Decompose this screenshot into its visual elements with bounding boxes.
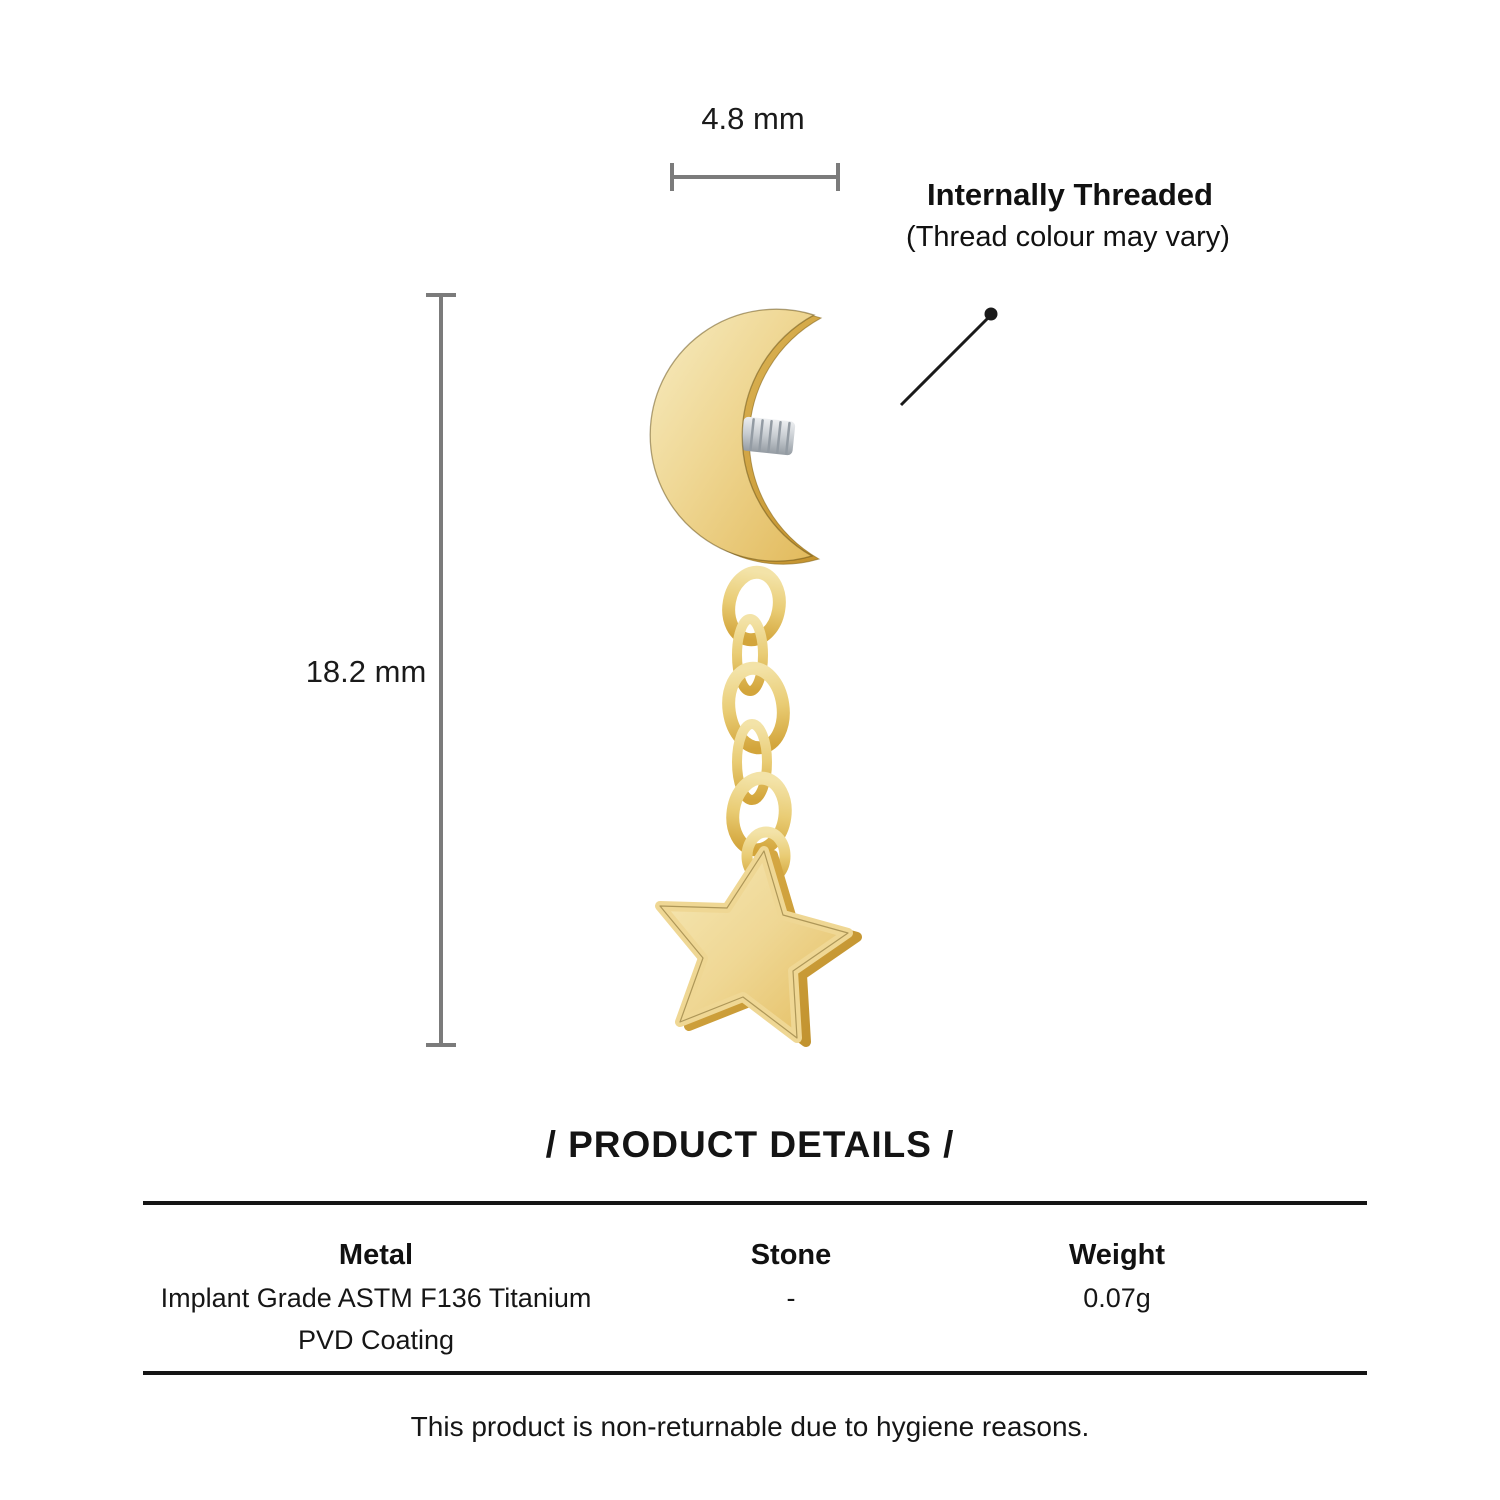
chain-link <box>747 832 785 880</box>
star-charm-outline <box>660 851 848 1038</box>
chain <box>723 568 789 880</box>
column-header: Metal <box>338 1239 414 1271</box>
length-measure-tick-bottom <box>426 1043 456 1047</box>
table-rule-bottom <box>143 1371 1367 1375</box>
column-header: Weight <box>1068 1239 1166 1271</box>
thread-colour-note: (Thread colour may vary) <box>906 221 1230 253</box>
details-column-stone <box>751 1233 832 1319</box>
chain-link <box>723 568 784 644</box>
hygiene-note: This product is non-returnable due to hygiene reasons. <box>410 1411 1090 1442</box>
width-measure-line <box>672 175 838 179</box>
column-header: Stone <box>750 1239 832 1271</box>
column-value: - <box>786 1283 796 1313</box>
length-measure-tick-top <box>426 293 456 297</box>
chain-link <box>737 619 763 691</box>
length-measure-line <box>439 295 443 1047</box>
details-column-metal <box>161 1233 592 1361</box>
details-column-weight <box>1069 1233 1165 1319</box>
pointer-dot <box>985 308 998 321</box>
column-value: 0.07g <box>1083 1283 1151 1313</box>
width-measure-tick-right <box>836 163 840 191</box>
table-rule-top <box>143 1201 1367 1205</box>
chain-link <box>737 724 767 800</box>
width-measure-label: 4.8 mm <box>701 101 805 136</box>
length-measure-label: 18.2 mm <box>305 654 427 689</box>
star-charm-edge <box>669 855 857 1042</box>
chain-link <box>724 665 789 752</box>
star-charm <box>660 851 848 1038</box>
internally-threaded-label: Internally Threaded <box>927 177 1213 212</box>
thread-screw-icon <box>740 416 795 455</box>
product-details-heading: / PRODUCT DETAILS / <box>545 1124 955 1165</box>
pointer-line <box>901 318 988 405</box>
width-measure-tick-left <box>670 163 674 191</box>
moon-charm <box>650 309 814 561</box>
chain-link <box>728 775 790 854</box>
column-value: Implant Grade ASTM F136 Titanium <box>160 1283 592 1313</box>
moon-charm-edge <box>657 312 821 564</box>
column-value: PVD Coating <box>297 1325 455 1355</box>
